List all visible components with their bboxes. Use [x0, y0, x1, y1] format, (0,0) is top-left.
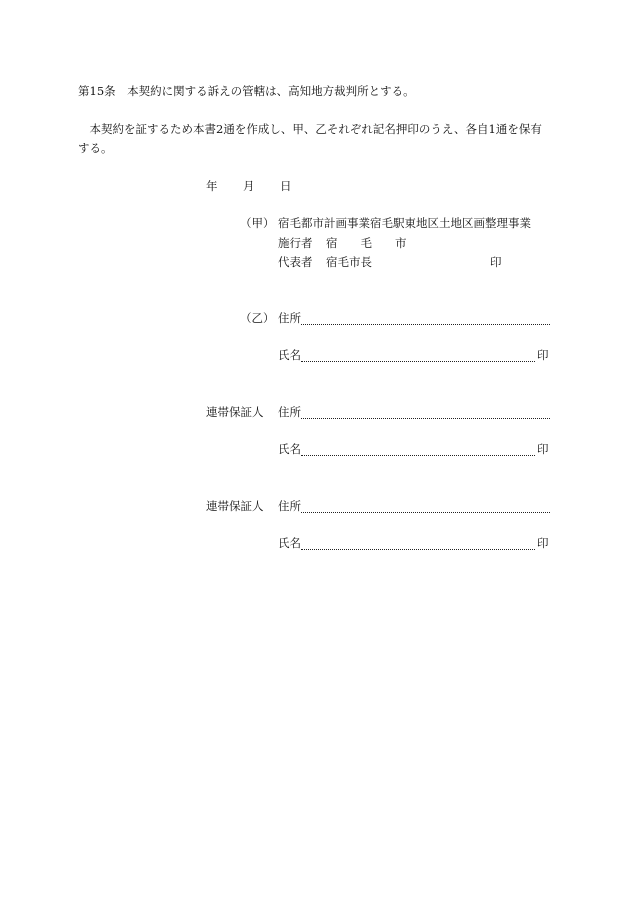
- party-a-executor-title: 施行者: [278, 236, 313, 250]
- date-day: 日: [280, 179, 292, 193]
- closing-paragraph-line-1: 本契約を証するため本書2通を作成し、甲、乙それぞれ記名押印のうえ、各自1通を保有: [78, 122, 542, 136]
- party-a-label: （甲）: [240, 216, 275, 230]
- guarantor-2-name-label: 氏名: [278, 536, 301, 550]
- party-b-name-line[interactable]: [301, 361, 535, 362]
- guarantor-2-label: 連帯保証人: [206, 499, 264, 513]
- guarantor-1-seal-mark: 印: [537, 442, 549, 456]
- guarantor-1-address-label: 住所: [278, 405, 301, 419]
- party-a-seal-mark: 印: [490, 255, 502, 269]
- guarantor-1-address-line[interactable]: [301, 418, 550, 419]
- date-month: 月: [243, 179, 255, 193]
- closing-paragraph-line-2: する。: [78, 141, 113, 155]
- guarantor-1-name-label: 氏名: [278, 442, 301, 456]
- party-a-representative-name: 宿毛市長: [326, 255, 372, 269]
- guarantor-2-address-label: 住所: [278, 499, 301, 513]
- party-a-project-name: 宿毛都市計画事業宿毛駅東地区土地区画整理事業: [278, 216, 531, 230]
- guarantor-2-seal-mark: 印: [537, 536, 549, 550]
- party-b-label: （乙）: [240, 311, 275, 325]
- party-b-address-label: 住所: [278, 311, 301, 325]
- guarantor-2-name-line[interactable]: [301, 549, 535, 550]
- party-a-representative-title: 代表者: [278, 255, 313, 269]
- date-year: 年: [206, 179, 218, 193]
- party-b-seal-mark: 印: [537, 348, 549, 362]
- guarantor-1-label: 連帯保証人: [206, 405, 264, 419]
- guarantor-1-name-line[interactable]: [301, 455, 535, 456]
- party-b-name-label: 氏名: [278, 348, 301, 362]
- guarantor-2-address-line[interactable]: [301, 512, 550, 513]
- party-a-executor-name: 宿 毛 市: [326, 236, 407, 250]
- article-15-text: 第15条 本契約に関する訴えの管轄は、高知地方裁判所とする。: [78, 84, 415, 98]
- party-b-address-line[interactable]: [301, 324, 550, 325]
